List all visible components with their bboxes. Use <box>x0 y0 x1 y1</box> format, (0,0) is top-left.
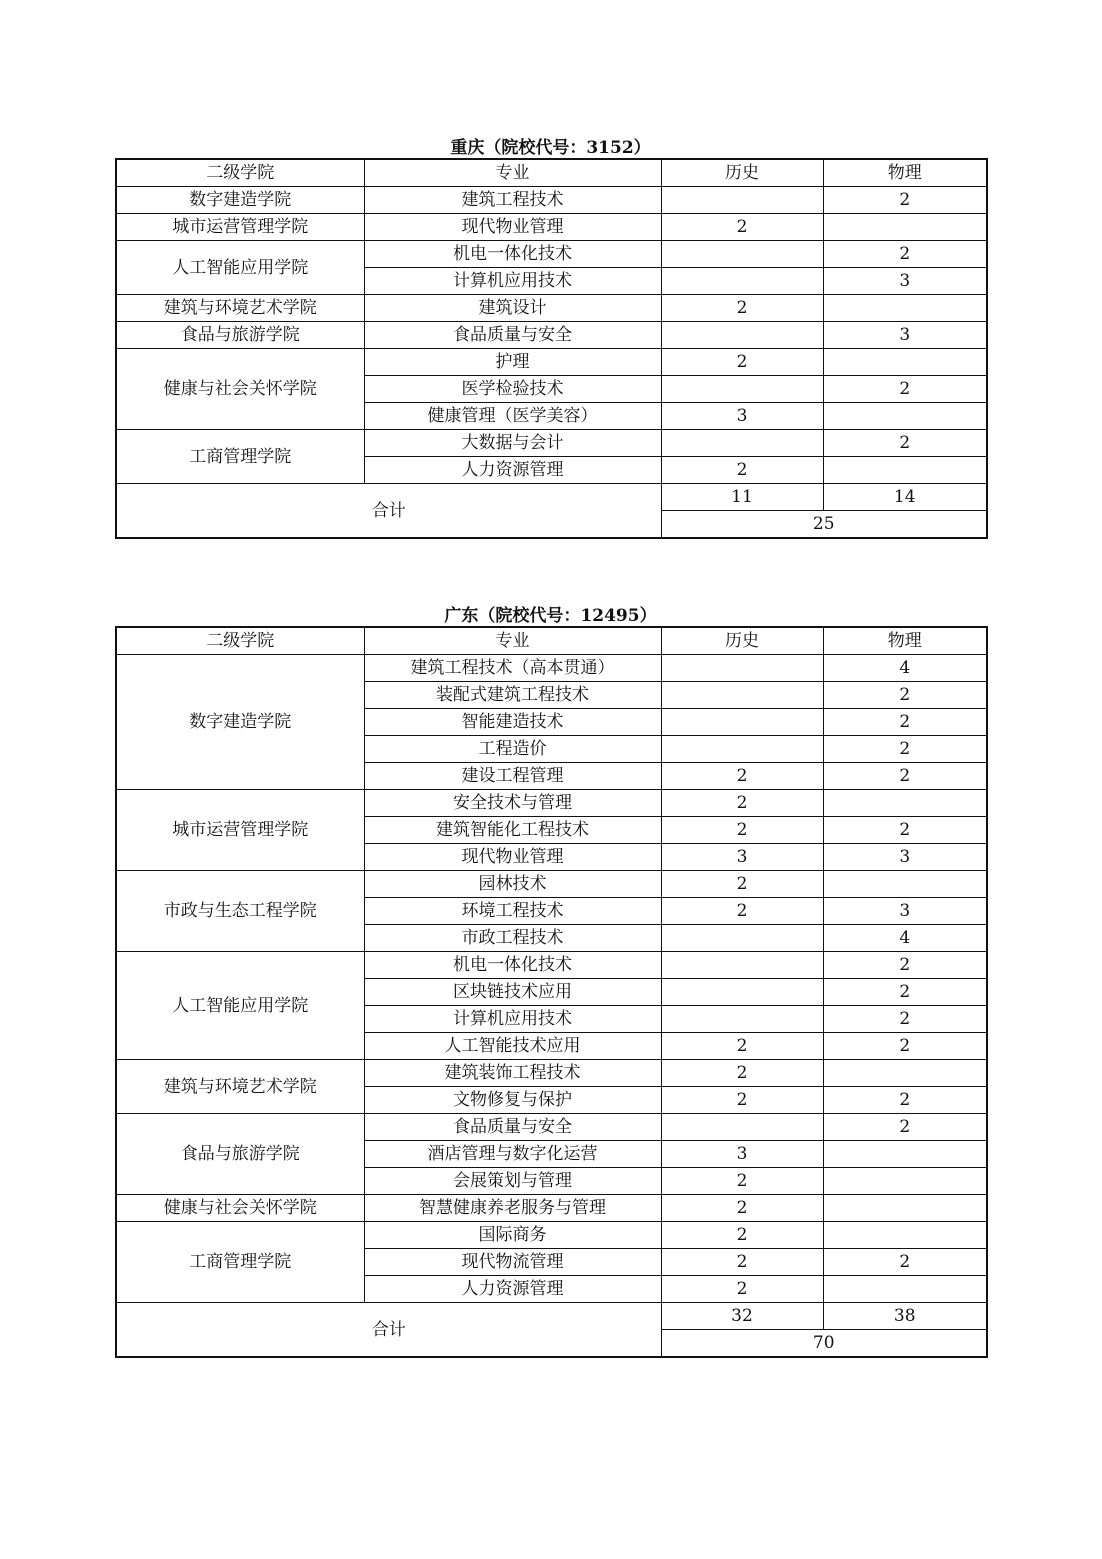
major-cell: 食品质量与安全 <box>364 322 661 349</box>
header-physics: 物理 <box>823 159 987 187</box>
physics-cell: 2 <box>823 241 987 268</box>
history-cell: 2 <box>661 457 823 484</box>
table-row <box>116 322 987 349</box>
college-cell: 健康与社会关怀学院 <box>116 349 364 430</box>
table-row <box>116 1060 987 1087</box>
table-row <box>116 952 987 979</box>
major-cell: 健康管理（医学美容） <box>364 403 661 430</box>
major-cell: 区块链技术应用 <box>364 979 661 1006</box>
header-major: 专业 <box>364 627 661 655</box>
history-cell: 2 <box>661 1222 823 1249</box>
table-title: 广东（院校代号：12495） <box>444 606 657 626</box>
history-cell: 2 <box>661 214 823 241</box>
history-cell: 2 <box>661 817 823 844</box>
physics-cell: 2 <box>823 376 987 403</box>
major-cell: 装配式建筑工程技术 <box>364 682 661 709</box>
major-cell: 建筑工程技术（高本贯通） <box>364 655 661 682</box>
physics-cell <box>823 403 987 430</box>
history-cell: 2 <box>661 1033 823 1060</box>
physics-cell: 2 <box>823 1033 987 1060</box>
table-row <box>116 655 987 682</box>
total-row <box>116 484 987 511</box>
college-cell: 食品与旅游学院 <box>116 1114 364 1195</box>
total-label: 合计 <box>116 1303 661 1358</box>
physics-cell <box>823 1195 987 1222</box>
major-cell: 人工智能技术应用 <box>364 1033 661 1060</box>
quota-table <box>115 158 988 539</box>
physics-cell: 3 <box>823 844 987 871</box>
history-cell <box>661 709 823 736</box>
history-cell <box>661 322 823 349</box>
major-cell: 国际商务 <box>364 1222 661 1249</box>
history-cell <box>661 187 823 214</box>
total-history: 11 <box>661 484 823 511</box>
major-cell: 食品质量与安全 <box>364 1114 661 1141</box>
physics-cell: 4 <box>823 655 987 682</box>
history-cell: 2 <box>661 1276 823 1303</box>
table-row <box>116 295 987 322</box>
physics-cell: 2 <box>823 1114 987 1141</box>
major-cell: 会展策划与管理 <box>364 1168 661 1195</box>
header-major: 专业 <box>364 159 661 187</box>
table-row <box>116 790 987 817</box>
physics-cell: 2 <box>823 1249 987 1276</box>
college-cell: 健康与社会关怀学院 <box>116 1195 364 1222</box>
table-row <box>116 430 987 457</box>
major-cell: 现代物业管理 <box>364 214 661 241</box>
physics-cell: 3 <box>823 898 987 925</box>
history-cell: 3 <box>661 1141 823 1168</box>
college-cell: 数字建造学院 <box>116 187 364 214</box>
physics-cell: 4 <box>823 925 987 952</box>
table-row <box>116 1195 987 1222</box>
history-cell <box>661 925 823 952</box>
college-cell: 城市运营管理学院 <box>116 790 364 871</box>
major-cell: 建设工程管理 <box>364 763 661 790</box>
history-cell: 2 <box>661 898 823 925</box>
header-row <box>116 159 987 187</box>
major-cell: 机电一体化技术 <box>364 241 661 268</box>
physics-cell <box>823 790 987 817</box>
physics-cell <box>823 457 987 484</box>
header-college: 二级学院 <box>116 159 364 187</box>
table-block-guangdong <box>115 606 986 1358</box>
physics-cell: 2 <box>823 709 987 736</box>
college-cell: 食品与旅游学院 <box>116 322 364 349</box>
physics-cell: 2 <box>823 736 987 763</box>
table-title: 重庆（院校代号：3152） <box>450 138 651 158</box>
physics-cell: 2 <box>823 817 987 844</box>
major-cell: 机电一体化技术 <box>364 952 661 979</box>
table-block-chongqing <box>115 138 986 539</box>
major-cell: 计算机应用技术 <box>364 268 661 295</box>
history-cell: 2 <box>661 871 823 898</box>
college-cell: 工商管理学院 <box>116 1222 364 1303</box>
physics-cell <box>823 214 987 241</box>
table-row <box>116 214 987 241</box>
history-cell: 3 <box>661 844 823 871</box>
physics-cell: 3 <box>823 322 987 349</box>
history-cell <box>661 952 823 979</box>
major-cell: 人力资源管理 <box>364 457 661 484</box>
major-cell: 护理 <box>364 349 661 376</box>
college-cell: 城市运营管理学院 <box>116 214 364 241</box>
header-history: 历史 <box>661 627 823 655</box>
physics-cell: 2 <box>823 1006 987 1033</box>
physics-cell <box>823 871 987 898</box>
major-cell: 现代物流管理 <box>364 1249 661 1276</box>
physics-cell <box>823 1222 987 1249</box>
physics-cell <box>823 349 987 376</box>
history-cell: 2 <box>661 295 823 322</box>
physics-cell <box>823 1276 987 1303</box>
history-cell: 2 <box>661 349 823 376</box>
history-cell <box>661 241 823 268</box>
physics-cell: 3 <box>823 268 987 295</box>
header-physics: 物理 <box>823 627 987 655</box>
total-label: 合计 <box>116 484 661 539</box>
physics-cell <box>823 1141 987 1168</box>
history-cell <box>661 1006 823 1033</box>
major-cell: 医学检验技术 <box>364 376 661 403</box>
history-cell <box>661 268 823 295</box>
major-cell: 人力资源管理 <box>364 1276 661 1303</box>
college-cell: 数字建造学院 <box>116 655 364 790</box>
physics-cell: 2 <box>823 1087 987 1114</box>
total-physics: 38 <box>823 1303 987 1330</box>
physics-cell: 2 <box>823 187 987 214</box>
physics-cell: 2 <box>823 763 987 790</box>
history-cell: 2 <box>661 790 823 817</box>
history-cell <box>661 655 823 682</box>
history-cell: 2 <box>661 1087 823 1114</box>
history-cell <box>661 736 823 763</box>
college-cell: 工商管理学院 <box>116 430 364 484</box>
major-cell: 计算机应用技术 <box>364 1006 661 1033</box>
physics-cell <box>823 1060 987 1087</box>
major-cell: 现代物业管理 <box>364 844 661 871</box>
history-cell <box>661 430 823 457</box>
physics-cell: 2 <box>823 430 987 457</box>
physics-cell: 2 <box>823 952 987 979</box>
physics-cell <box>823 295 987 322</box>
table-row <box>116 349 987 376</box>
history-cell: 3 <box>661 403 823 430</box>
header-history: 历史 <box>661 159 823 187</box>
college-cell: 建筑与环境艺术学院 <box>116 295 364 322</box>
major-cell: 工程造价 <box>364 736 661 763</box>
header-college: 二级学院 <box>116 627 364 655</box>
major-cell: 安全技术与管理 <box>364 790 661 817</box>
major-cell: 环境工程技术 <box>364 898 661 925</box>
major-cell: 园林技术 <box>364 871 661 898</box>
grand-total: 25 <box>661 511 987 539</box>
table-row <box>116 871 987 898</box>
college-cell: 人工智能应用学院 <box>116 241 364 295</box>
history-cell: 2 <box>661 1195 823 1222</box>
table-row <box>116 241 987 268</box>
total-physics: 14 <box>823 484 987 511</box>
history-cell <box>661 376 823 403</box>
major-cell: 大数据与会计 <box>364 430 661 457</box>
history-cell: 2 <box>661 1060 823 1087</box>
physics-cell: 2 <box>823 682 987 709</box>
table-row <box>116 1222 987 1249</box>
header-row <box>116 627 987 655</box>
history-cell: 2 <box>661 763 823 790</box>
history-cell: 2 <box>661 1168 823 1195</box>
total-row <box>116 1303 987 1330</box>
major-cell: 建筑智能化工程技术 <box>364 817 661 844</box>
physics-cell <box>823 1168 987 1195</box>
table-row <box>116 1114 987 1141</box>
college-cell: 建筑与环境艺术学院 <box>116 1060 364 1114</box>
grand-total: 70 <box>661 1330 987 1358</box>
college-cell: 人工智能应用学院 <box>116 952 364 1060</box>
major-cell: 酒店管理与数字化运营 <box>364 1141 661 1168</box>
major-cell: 市政工程技术 <box>364 925 661 952</box>
major-cell: 建筑装饰工程技术 <box>364 1060 661 1087</box>
physics-cell: 2 <box>823 979 987 1006</box>
quota-table <box>115 626 988 1358</box>
major-cell: 智慧健康养老服务与管理 <box>364 1195 661 1222</box>
history-cell: 2 <box>661 1249 823 1276</box>
college-cell: 市政与生态工程学院 <box>116 871 364 952</box>
major-cell: 建筑设计 <box>364 295 661 322</box>
major-cell: 文物修复与保护 <box>364 1087 661 1114</box>
table-row <box>116 187 987 214</box>
history-cell <box>661 682 823 709</box>
total-history: 32 <box>661 1303 823 1330</box>
major-cell: 建筑工程技术 <box>364 187 661 214</box>
history-cell <box>661 1114 823 1141</box>
major-cell: 智能建造技术 <box>364 709 661 736</box>
history-cell <box>661 979 823 1006</box>
